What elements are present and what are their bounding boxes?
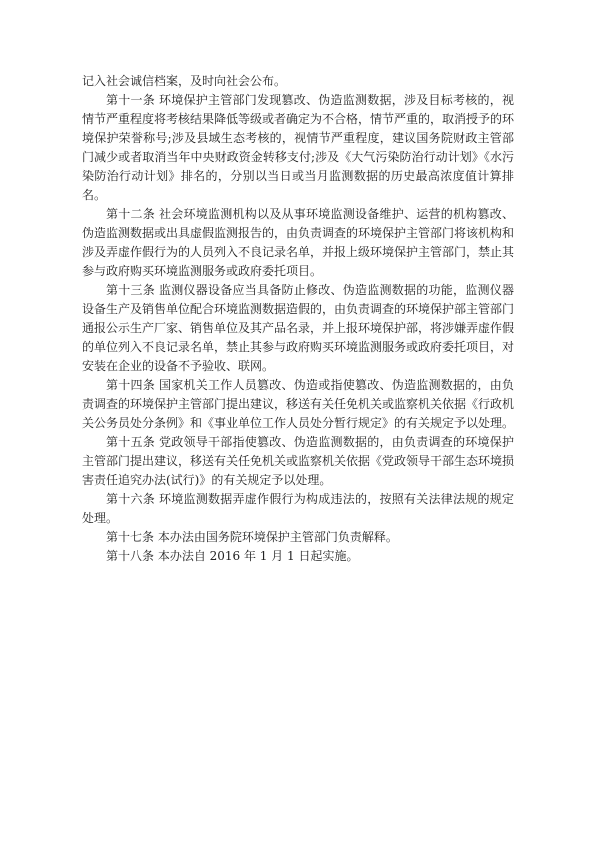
paragraph-continuation: 记入社会诚信档案，及时向社会公布。 — [82, 74, 287, 88]
article-17: 第十七条 本办法由国务院环境保护主管部门负责解释。 — [106, 530, 398, 544]
article-13: 第十三条 监测仪器设备应当具备防止修改、伪造监测数据的功能，监测仪器设备生产及销售单位配合环境监测数据造假的，由负责调查的环境保护部主管部门通报公示生产厂家、销售单位及其产品名录，并上报环境保护部，将涉嫌弄虚作假的单位列入不良记录名单，禁止其参与政府购买环境监测服务或政府委托项目，对安装在企业的设备不予验收、联网。 — [82, 283, 515, 373]
article-15: 第十五条 党政领导干部指使篡改、伪造监测数据的，由负责调查的环境保护主管部门提出建议，移送有关任免机关或监察机关依据《党政领导干部生态环境损害责任追究办法(试行)》的有关规定予以处理。 — [82, 435, 515, 487]
article-14: 第十四条 国家机关工作人员篡改、伪造或指使篡改、伪造监测数据的，由负责调查的环境保护主管部门提出建议，移送有关任免机关或监察机关依据《行政机关公务员处分条例》和《事业单位工作人员处分暂行规定》的有关规定予以处理。 — [82, 378, 515, 430]
article-18: 第十八条 本办法自 2016 年 1 月 1 日起实施。 — [106, 549, 359, 563]
article-11: 第十一条 环境保护主管部门发现篡改、伪造监测数据，涉及目标考核的，视情节严重程度将考核结果降低等级或者确定为不合格，情节严重的，取消授予的环境保护荣誉称号;涉及县域生态考核的，视情节严重程度，建议国务院财政主管部门减少或者取消当年中央财政资金转移支付;涉及《大气污染防治行动计划》《水污染防治行动计划》排名的，分别以当日或当月监测数据的历史最高浓度值计算排名。 — [82, 93, 515, 202]
article-12: 第十二条 社会环境监测机构以及从事环境监测设备维护、运营的机构篡改、伪造监测数据或出具虚假监测报告的，由负责调查的环境保护主管部门将该机构和涉及弄虚作假行为的人员列入不良记录名单，并报上级环境保护主管部门，禁止其参与政府购买环境监测服务或政府委托项目。 — [82, 207, 515, 278]
article-16: 第十六条 环境监测数据弄虚作假行为构成违法的，按照有关法律法规的规定处理。 — [82, 492, 514, 525]
document-body — [82, 72, 514, 566]
